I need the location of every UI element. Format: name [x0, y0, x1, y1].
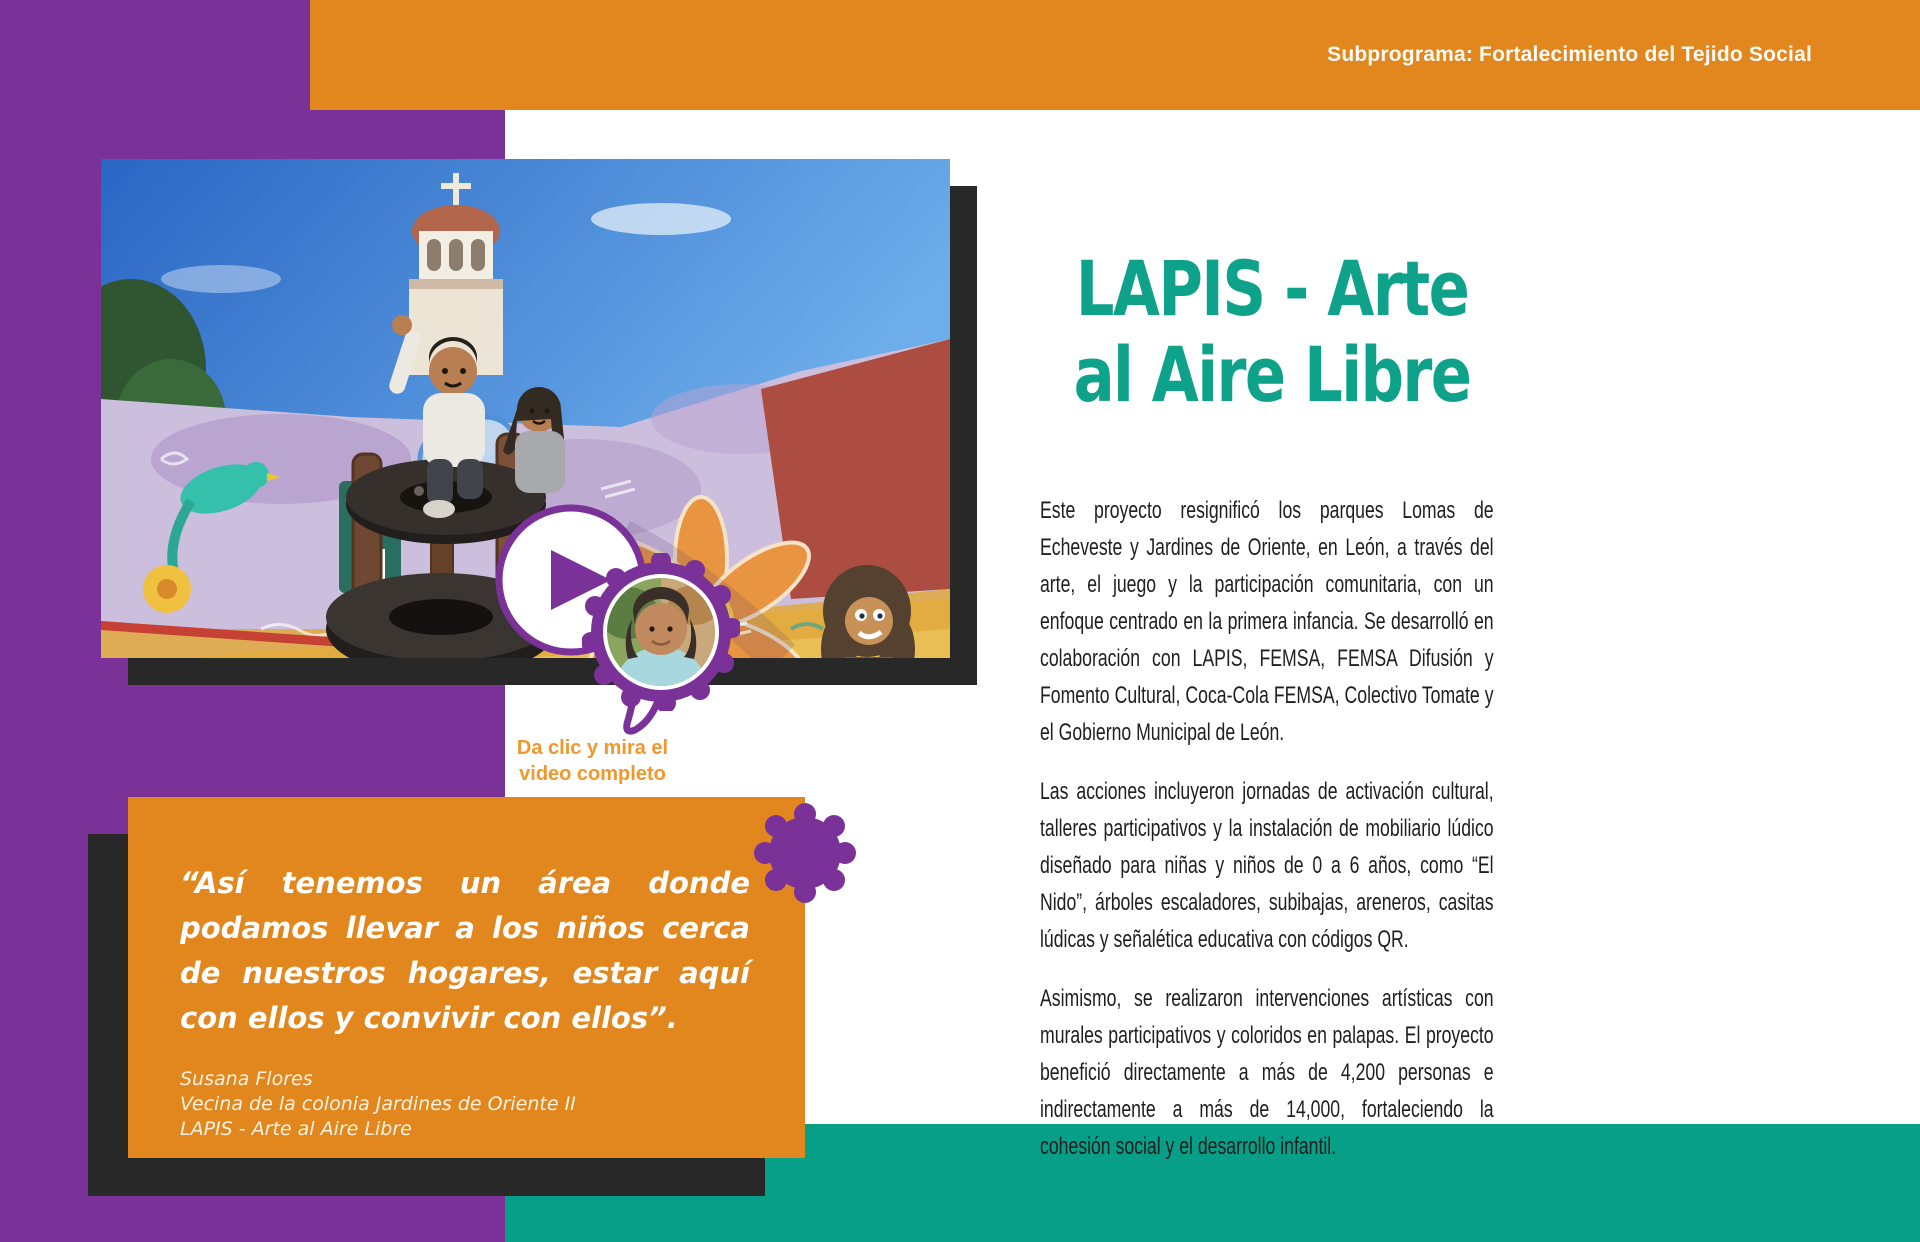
avatar [582, 553, 740, 711]
video-caption [500, 735, 685, 787]
page-title-line2: al Aire Libre [1073, 330, 1471, 419]
article-body [1040, 492, 1494, 1187]
top-left-purple-block [0, 0, 310, 110]
article-paragraph-2: Las acciones incluyeron jornadas de activación cultural, talleres participativos y la instalación de mobiliario lúdico diseñado para niñas y niños de 0 a 6 años, como “El Nido”, árboles escaladores, subibajas, areneros, casitas lúdicas y señalética educativa con códigos QR. [1040, 778, 1494, 953]
quote-card [128, 797, 805, 1158]
quote-role: Vecina de la colonia Jardines de Oriente II [180, 1093, 576, 1115]
page-title-line1: LAPIS - Arte [1075, 244, 1469, 333]
video-caption-line1: Da clic y mira el [516, 737, 669, 759]
quote-author: Susana Flores [180, 1068, 313, 1090]
quote-program: LAPIS - Arte al Aire Libre [180, 1118, 412, 1140]
article-paragraph-3: Asimismo, se realizaron intervenciones artísticas con murales participativos y coloridos en palapas. El proyecto benefició directamente a más de 4,200 personas e indirectamente a más de 14,000, fortaleciendo la cohesión social y el desarrollo infantil. [1040, 985, 1494, 1160]
quote-text: “Así tenemos un área donde podamos llevar a los niños cerca de nuestros hogares, estar aquí con ellos y convivir con ellos”. [180, 866, 750, 1035]
top-banner [310, 0, 1920, 110]
banner-label: Subprograma: Fortalecimiento del Tejido Social [1327, 43, 1812, 66]
flower-blob-icon [752, 800, 858, 906]
article-paragraph-1: Este proyecto resignificó los parques Lomas de Echeveste y Jardines de Oriente, en León, a través del arte, el juego y la participación comunitaria, con un enfoque centrado en la primera infancia. Se desarrolló en colaboración con LAPIS, FEMSA, FEMSA Difusión y Fomento Cultural, Coca-Cola FEMSA, Colectivo Tomate y el Gobierno Municipal de León. [1040, 497, 1494, 746]
page-title [1032, 246, 1512, 418]
video-caption-line2: video completo [519, 763, 666, 785]
quote-attribution [180, 1067, 750, 1142]
